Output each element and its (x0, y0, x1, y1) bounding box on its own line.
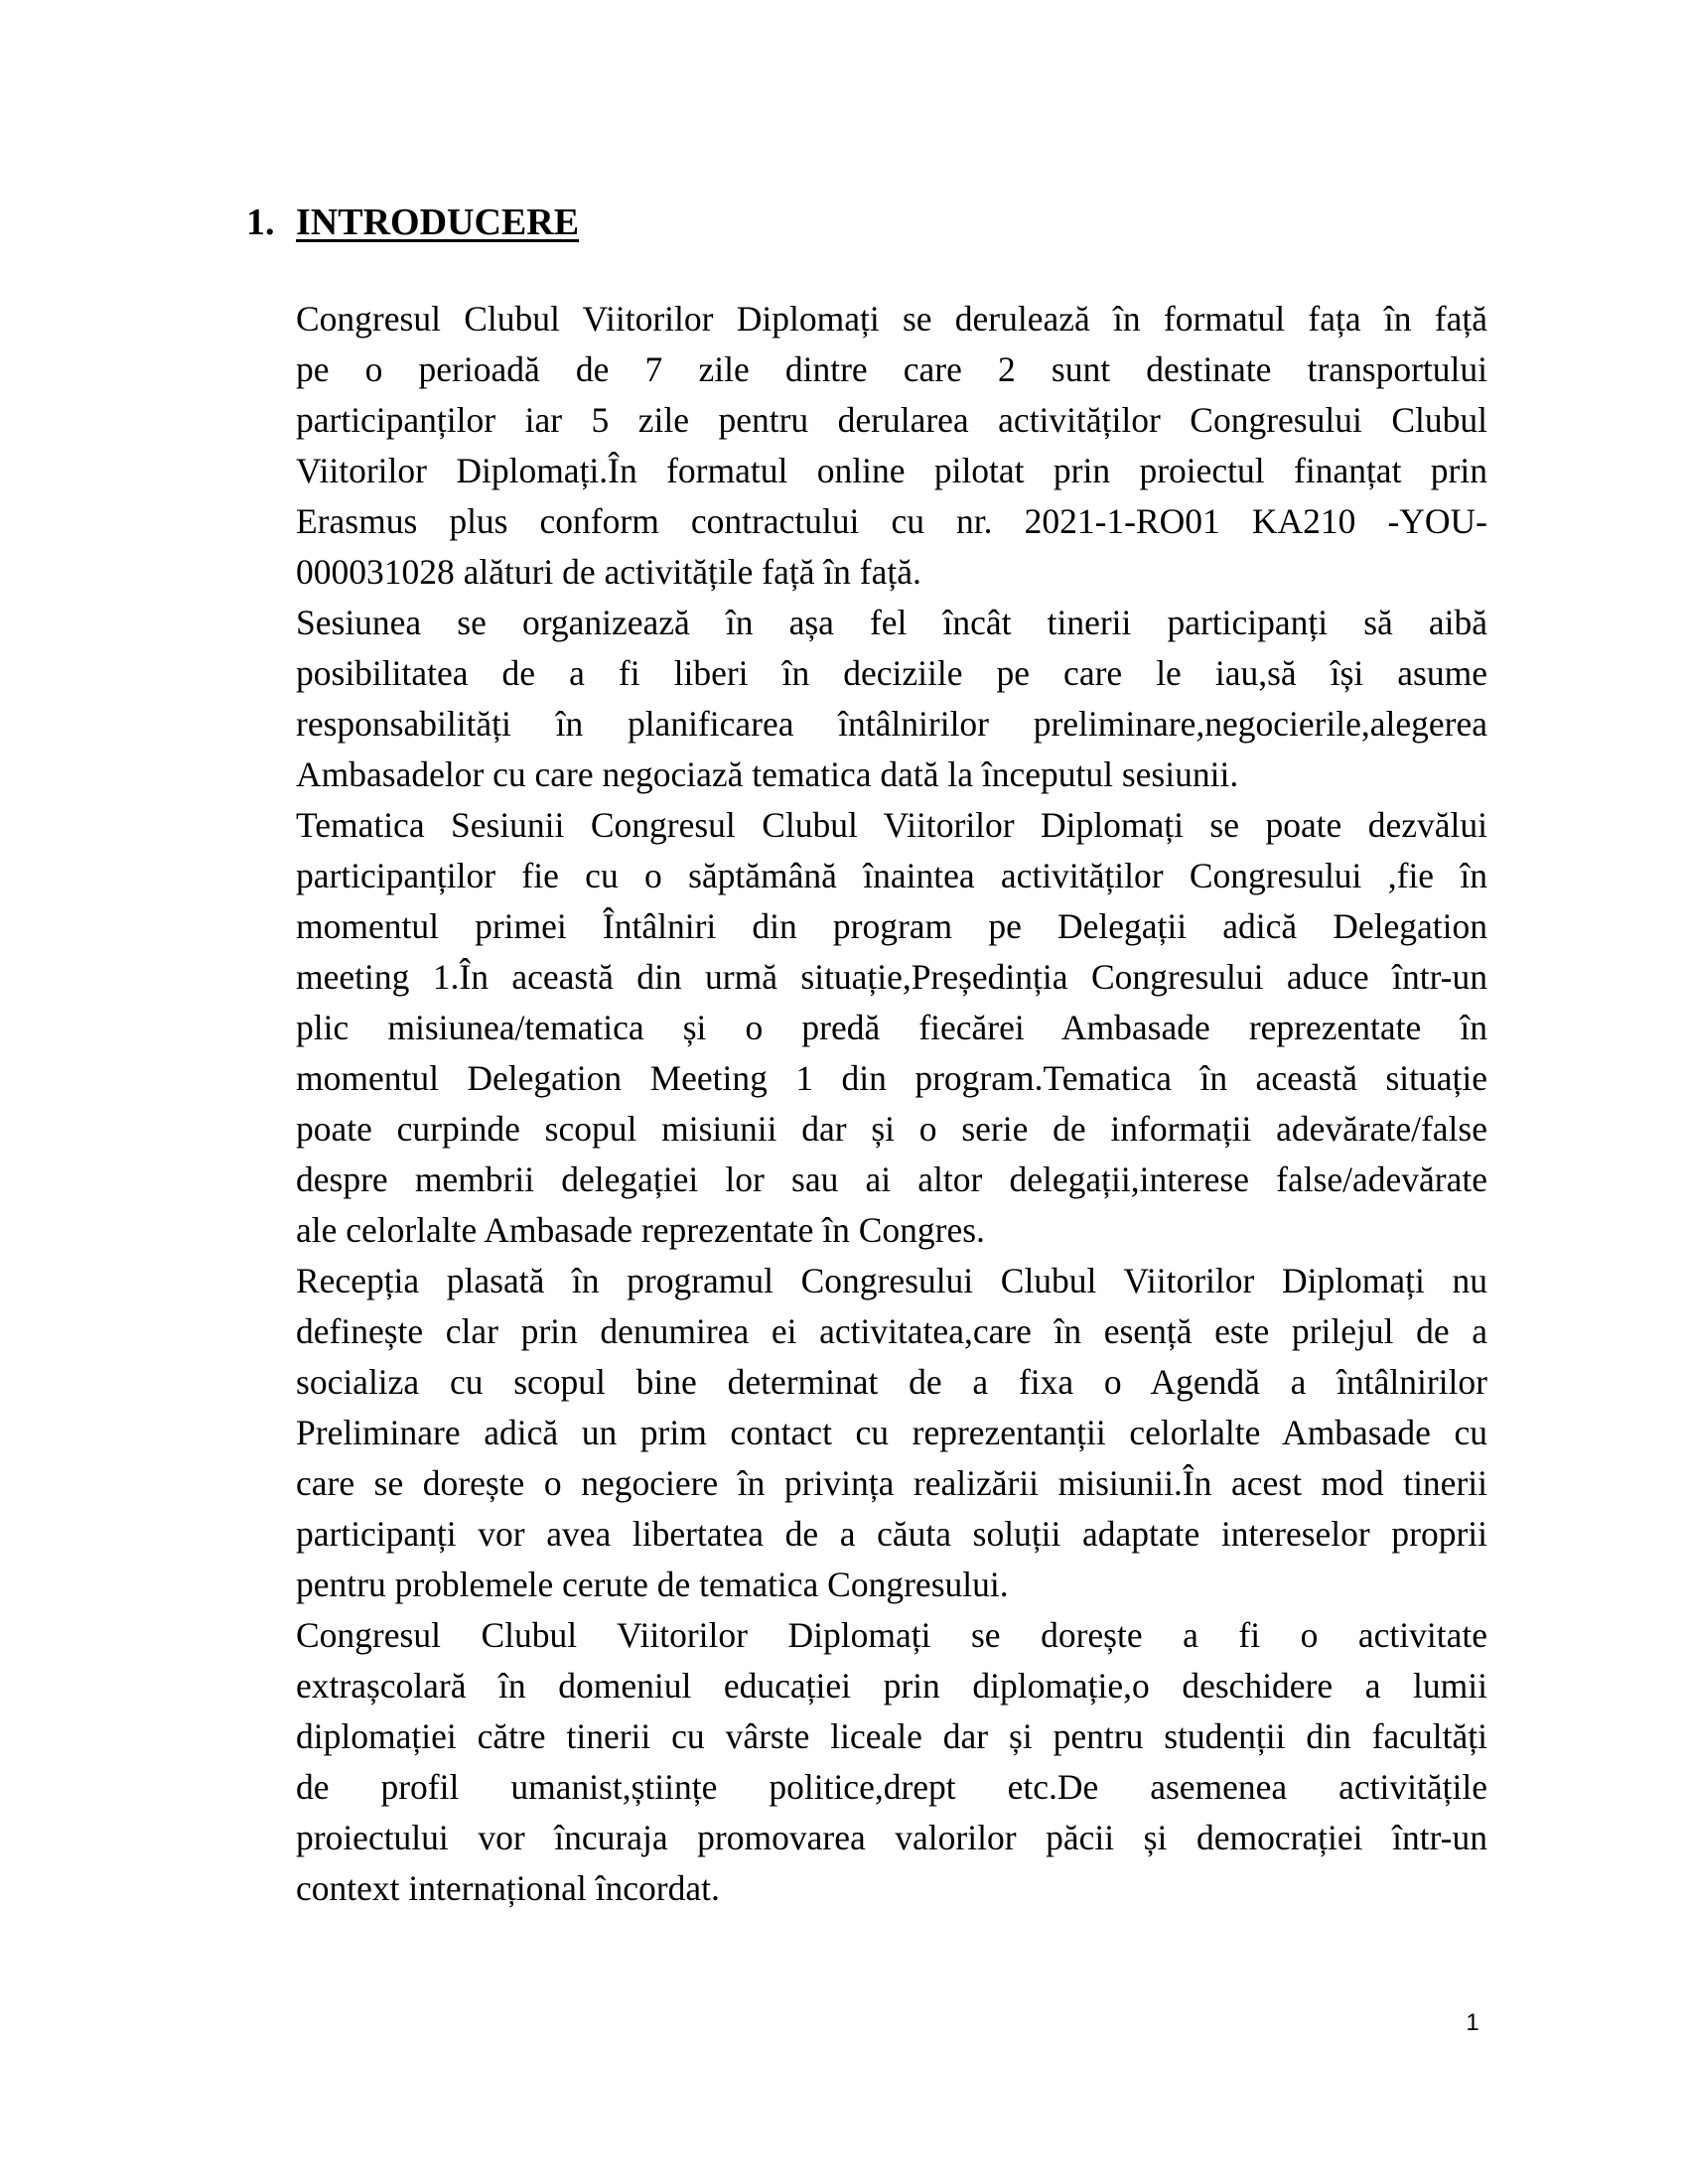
text-line: participanților iar 5 zile pentru derularea activităților Congresului Clubul (296, 400, 1487, 440)
text-line: plic misiunea/tematica și o predă fiecărei Ambasade reprezentate în (296, 1008, 1487, 1047)
text-line: Tematica Sesiunii Congresul Clubul Viitorilor Diplomați se poate dezvălui (296, 805, 1487, 845)
text-line: Congresul Clubul Viitorilor Diplomați se dorește a fi o activitate (296, 1615, 1487, 1655)
section-number: 1. (246, 202, 275, 243)
text-line: Erasmus plus conform contractului cu nr. 2021-1-RO01 KA210 -YOU- (296, 501, 1487, 541)
page-number: 1 (1466, 2009, 1479, 2036)
text-line: despre membrii delegației lor sau ai altor delegații,interese false/adevărate (296, 1160, 1487, 1199)
text-line: Preliminare adică un prim contact cu reprezentanții celorlalte Ambasade cu (296, 1413, 1487, 1452)
document-body (296, 294, 1487, 1914)
paragraph-reception (296, 1256, 1487, 1610)
text-line: proiectului vor încuraja promovarea valorilor păcii și democrației într-un (296, 1818, 1487, 1857)
paragraph-session-organization (296, 598, 1487, 800)
paragraph-format-description (296, 294, 1487, 598)
text-line: 000031028 alături de activitățile față în față. (296, 552, 921, 592)
text-line: definește clar prin denumirea ei activitatea,care în esență este prilejul de a (296, 1311, 1487, 1351)
text-line: socializa cu scopul bine determinat de a fixa o Agendă a întâlnirilor (296, 1362, 1487, 1402)
text-line: pe o perioadă de 7 zile dintre care 2 sunt destinate transportului (296, 349, 1487, 389)
text-line: Viitorilor Diplomați.În formatul online pilotat prin proiectul finanțat prin (296, 451, 1487, 490)
text-line: meeting 1.În această din urmă situație,Președinția Congresului aduce într-un (296, 957, 1487, 997)
text-line: care se dorește o negociere în privința realizării misiunii.În acest mod tinerii (296, 1463, 1487, 1503)
text-line: Ambasadelor cu care negociază tematica dată la începutul sesiunii. (296, 754, 1239, 794)
text-line: participanți vor avea libertatea de a căuta soluții adaptate intereselor proprii (296, 1514, 1487, 1554)
section-title: INTRODUCERE (296, 202, 580, 243)
text-line: responsabilități în planificarea întâlnirilor preliminare,negocierile,alegerea (296, 704, 1487, 744)
text-line: pentru problemele cerute de tematica Congresului. (296, 1565, 1009, 1604)
text-line: ale celorlalte Ambasade reprezentate în Congres. (296, 1210, 985, 1250)
paragraph-congress-goals (296, 1610, 1487, 1914)
text-line: extrașcolară în domeniul educației prin diplomație,o deschidere a lumii (296, 1666, 1487, 1706)
paragraph-session-theme (296, 800, 1487, 1256)
text-line: Congresul Clubul Viitorilor Diplomați se derulează în formatul fața în față (296, 299, 1487, 339)
text-line: participanților fie cu o săptămână înaintea activităților Congresului ,fie în (296, 856, 1487, 895)
text-line: posibilitatea de a fi liberi în deciziile pe care le iau,să își asume (296, 653, 1487, 693)
text-line: diplomației către tinerii cu vârste liceale dar și pentru studenții din facultăți (296, 1716, 1487, 1756)
text-line: Recepția plasată în programul Congresului Clubul Viitorilor Diplomați nu (296, 1261, 1487, 1300)
text-line: momentul primei Întâlniri din program pe Delegații adică Delegation (296, 906, 1487, 946)
section-heading (246, 198, 579, 247)
text-line: Sesiunea se organizează în așa fel încât tinerii participanți să aibă (296, 603, 1487, 642)
text-line: momentul Delegation Meeting 1 din program.Tematica în această situație (296, 1058, 1487, 1098)
text-line: context internațional încordat. (296, 1868, 720, 1908)
text-line: de profil umanist,științe politice,drept etc.De asemenea activitățile (296, 1767, 1487, 1807)
text-line: poate curpinde scopul misiunii dar și o serie de informații adevărate/false (296, 1109, 1487, 1149)
